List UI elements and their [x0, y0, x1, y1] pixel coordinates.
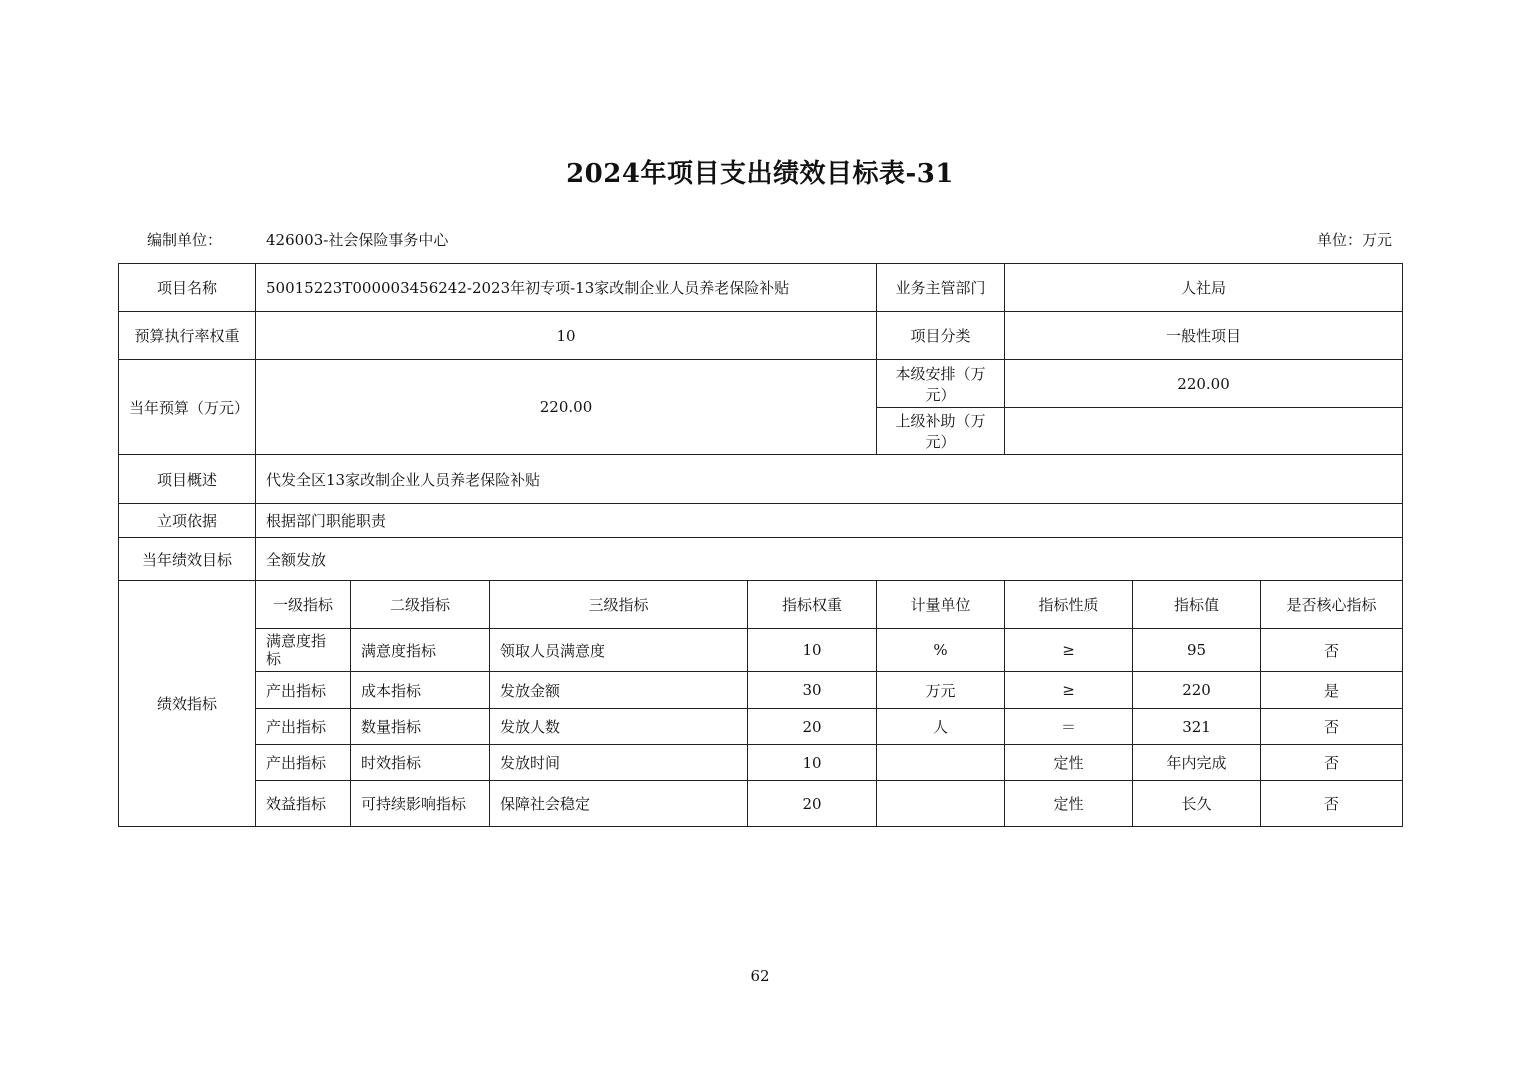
indicator-level3: 发放金额 — [490, 672, 748, 709]
indicator-core: 否 — [1261, 629, 1403, 672]
indicators-label: 绩效指标 — [119, 581, 256, 827]
upper-label: 上级补助（万元） — [877, 408, 1005, 455]
dept-label: 业务主管部门 — [877, 264, 1005, 312]
dept-value: 人社局 — [1005, 264, 1403, 312]
table-row — [119, 629, 1403, 672]
header-nature: 指标性质 — [1005, 581, 1133, 629]
row-overview — [119, 455, 1403, 504]
table-row — [119, 745, 1403, 781]
indicator-nature: ≥ — [1005, 629, 1133, 672]
indicator-level3: 发放时间 — [490, 745, 748, 781]
header-level2: 二级指标 — [351, 581, 490, 629]
budget-value: 220.00 — [256, 360, 877, 455]
indicator-value: 95 — [1133, 629, 1261, 672]
budget-label: 当年预算（万元） — [119, 360, 256, 455]
money-unit: 单位：万元 — [1316, 231, 1392, 249]
indicator-core: 否 — [1261, 745, 1403, 781]
indicator-level1: 产出指标 — [256, 672, 351, 709]
local-value: 220.00 — [1005, 360, 1403, 408]
row-budget — [119, 360, 1403, 408]
table-row — [119, 709, 1403, 745]
indicator-header-row — [119, 581, 1403, 629]
indicator-nature: ＝ — [1005, 709, 1133, 745]
indicator-level3: 发放人数 — [490, 709, 748, 745]
table-row — [119, 672, 1403, 709]
indicator-unit — [877, 781, 1005, 827]
unit-label: 编制单位： — [147, 231, 223, 249]
project-name-value: 50015223T000003456242-2023年初专项-13家改制企业人员养老保险补贴 — [256, 264, 877, 312]
header-value: 指标值 — [1133, 581, 1261, 629]
header-weight: 指标权重 — [748, 581, 877, 629]
row-basis — [119, 504, 1403, 538]
header-core: 是否核心指标 — [1261, 581, 1403, 629]
indicator-weight: 10 — [748, 629, 877, 672]
indicator-weight: 30 — [748, 672, 877, 709]
category-value: 一般性项目 — [1005, 312, 1403, 360]
indicator-value: 220 — [1133, 672, 1261, 709]
overview-label: 项目概述 — [119, 455, 256, 504]
indicator-unit: 人 — [877, 709, 1005, 745]
indicator-level1: 效益指标 — [256, 781, 351, 827]
project-name-label: 项目名称 — [119, 264, 256, 312]
basis-value: 根据部门职能职责 — [256, 504, 1403, 538]
header-level1: 一级指标 — [256, 581, 351, 629]
indicator-level2: 数量指标 — [351, 709, 490, 745]
basis-label: 立项依据 — [119, 504, 256, 538]
page-title: 2024年项目支出绩效目标表-31 — [566, 159, 954, 189]
local-label: 本级安排（万元） — [877, 360, 1005, 408]
indicator-unit: % — [877, 629, 1005, 672]
indicator-value: 321 — [1133, 709, 1261, 745]
performance-table — [118, 263, 1403, 827]
upper-value — [1005, 408, 1403, 455]
indicator-level3: 领取人员满意度 — [490, 629, 748, 672]
indicator-level1: 产出指标 — [256, 745, 351, 781]
indicator-value: 长久 — [1133, 781, 1261, 827]
indicator-level2: 成本指标 — [351, 672, 490, 709]
indicator-level1: 产出指标 — [256, 709, 351, 745]
indicator-weight: 10 — [748, 745, 877, 781]
weight-value: 10 — [256, 312, 877, 360]
indicator-nature: 定性 — [1005, 781, 1133, 827]
indicator-unit: 万元 — [877, 672, 1005, 709]
indicator-nature: 定性 — [1005, 745, 1133, 781]
goal-label: 当年绩效目标 — [119, 538, 256, 581]
unit-name: 426003-社会保险事务中心 — [266, 231, 449, 249]
indicator-unit — [877, 745, 1005, 781]
page-number: 62 — [750, 967, 770, 985]
row-weight — [119, 312, 1403, 360]
category-label: 项目分类 — [877, 312, 1005, 360]
indicator-weight: 20 — [748, 781, 877, 827]
indicator-nature: ≥ — [1005, 672, 1133, 709]
indicator-level3: 保障社会稳定 — [490, 781, 748, 827]
weight-label: 预算执行率权重 — [119, 312, 256, 360]
indicator-weight: 20 — [748, 709, 877, 745]
indicator-level2: 可持续影响指标 — [351, 781, 490, 827]
row-goal — [119, 538, 1403, 581]
overview-value: 代发全区13家改制企业人员养老保险补贴 — [256, 455, 1403, 504]
indicator-level2: 满意度指标 — [351, 629, 490, 672]
goal-value: 全额发放 — [256, 538, 1403, 581]
indicator-core: 否 — [1261, 709, 1403, 745]
header-level3: 三级指标 — [490, 581, 748, 629]
header-unit: 计量单位 — [877, 581, 1005, 629]
indicator-core: 否 — [1261, 781, 1403, 827]
row-project-name — [119, 264, 1403, 312]
indicator-level1: 满意度指标 — [256, 629, 351, 672]
table-row — [119, 781, 1403, 827]
indicator-level2: 时效指标 — [351, 745, 490, 781]
indicator-value: 年内完成 — [1133, 745, 1261, 781]
indicator-core: 是 — [1261, 672, 1403, 709]
